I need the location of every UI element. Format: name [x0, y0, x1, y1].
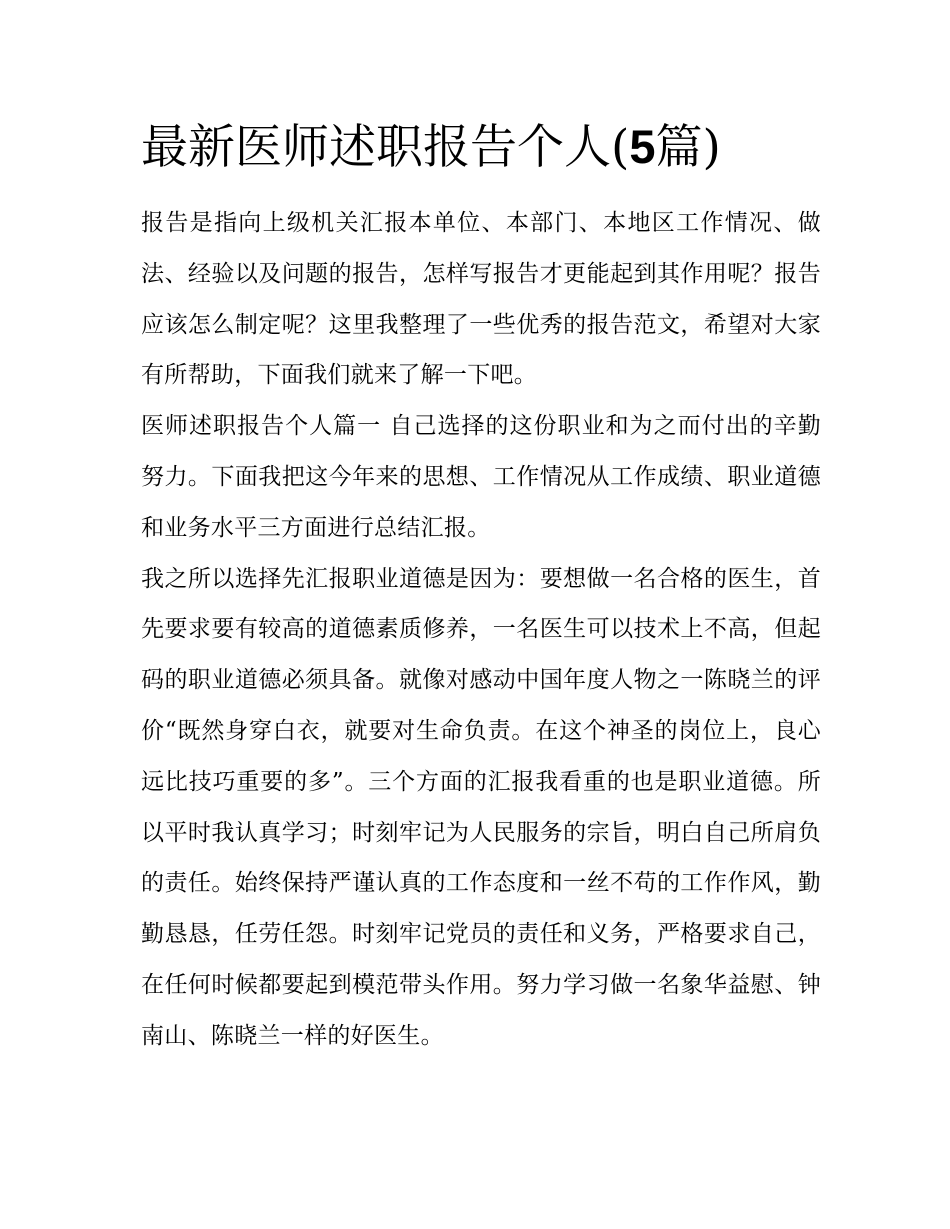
- document-page: [141, 112, 821, 1062]
- paragraph-intro: 报告是指向上级机关汇报本单位、本部门、本地区工作情况、做法、经验以及问题的报告，怎样写报告才更能起到其作用呢？报告应该怎么制定呢？这里我整理了一些优秀的报告范文，希望对大家有所帮助，下面我们就来了解一下吧。: [141, 210, 821, 389]
- paragraph-professional-ethics: 我之所以选择先汇报职业道德是因为：要想做一名合格的医生，首先要求要有较高的道德素质修养，一名医生可以技术上不高，但起码的职业道德必须具备。就像对感动中国年度人物之一陈晓兰的评价“既然身穿白衣，就要对生命负责。在这个神圣的岗位上，良心远比技巧重要的多”。三个方面的汇报我看重的也是职业道德。所以平时我认真学习；时刻牢记为人民服务的宗旨，明白自己所肩负的责任。始终保持严谨认真的工作态度和一丝不苟的工作作风，勤勤恳恳，任劳任怨。时刻牢记党员的责任和义务，严格要求自己，在任何时候都要起到模范带头作用。努力学习做一名象华益慰、钟南山、陈晓兰一样的好医生。: [141, 565, 821, 1049]
- paragraph-section-one: 医师述职报告个人篇一 自己选择的这份职业和为之而付出的辛勤努力。下面我把这今年来的思想、工作情况从工作成绩、职业道德和业务水平三方面进行总结汇报。: [141, 413, 821, 541]
- document-title: 最新医师述职报告个人(5篇): [141, 120, 721, 175]
